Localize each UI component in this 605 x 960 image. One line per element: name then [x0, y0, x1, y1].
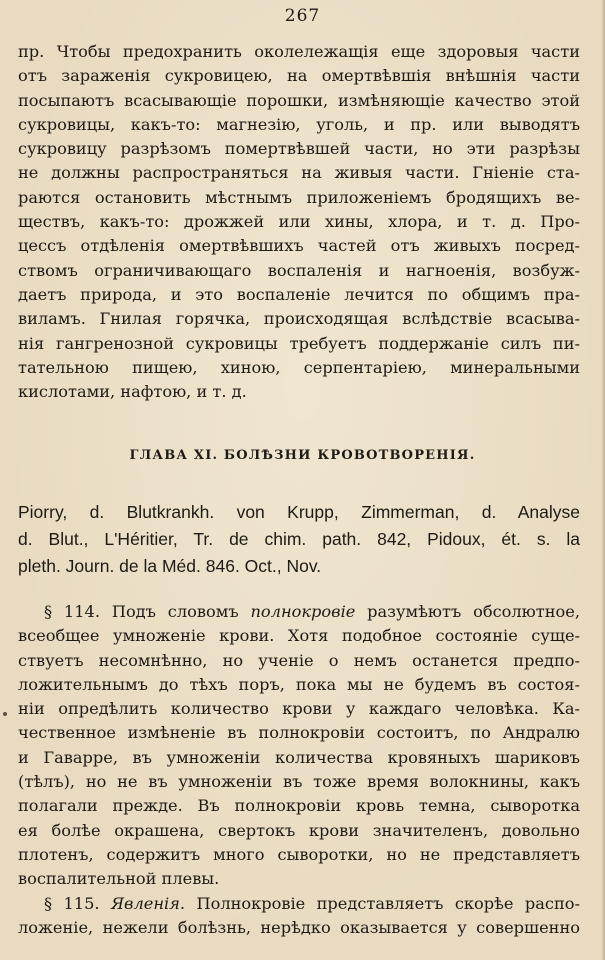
section-115 [18, 892, 580, 941]
text-run: . Полнокровіе представляетъ скорѣе распо- [179, 894, 580, 913]
text-line: кислотами, нафтою, и т. д. [18, 382, 247, 402]
text-line: раются остановить мѣстнымъ приложеніемъ бродящихъ ве- [18, 187, 580, 207]
text-line: и Гаварре, въ умноженіи количества кровяныхъ шариковъ [18, 747, 580, 767]
section-114-first-line [18, 600, 580, 624]
text-line: ложительнымъ до тѣхъ поръ, пока мы не будемъ въ состоя- [18, 674, 580, 694]
text-line: ніи опредѣлить количество крови у каждаго человѣка. Ка- [18, 699, 580, 719]
text-line: сукровицы, какъ-то: магнезію, уголь, и пр. или выводятъ [18, 114, 580, 134]
text-line: тательною пищею, хиною, серпентаріею, минеральными [18, 357, 580, 377]
text-run: § 114. Подъ словомъ [44, 602, 251, 621]
text-line: чественное измѣненіе въ полнокровіи состоитъ, по Андралю [18, 723, 580, 743]
text-line: не должны распространяться на живыя части. Гніеніе ста- [18, 163, 580, 183]
text-line: всеобщее умноженіе крови. Хотя подобное состояніе суще- [18, 626, 580, 646]
text-line: ществъ, какъ-то: дрожжей или хины, хлора, и т. д. Про- [18, 212, 580, 232]
text-line: плотенъ, содержитъ много сыворотки, но не представляетъ [18, 844, 580, 864]
margin-mark [3, 712, 7, 716]
text-line: отъ зараженія сукровицею, на омертвѣвшія внѣшнія части [18, 66, 580, 86]
text-line: ствомъ ограничивающаго воспаленія и нагноенія, возбуж- [18, 260, 580, 280]
reference-line: Piorry, d. Blutkrankh. von Krupp, Zimmerman, d. Analyse [18, 502, 580, 522]
text-line: ея болѣе окрашена, свертокъ крови значителенъ, довольно [18, 820, 580, 840]
text-line: сукровицу разрѣзомъ помертвѣвшей части, но эти разрѣзы [18, 139, 580, 159]
text-line: виламъ. Гнилая горячка, происходящая вслѣдствіе всасыва- [18, 309, 580, 329]
section-115-first-line [18, 892, 580, 916]
text-line: (тѣлъ), но не въ умноженіи въ тоже время волокнины, какъ [18, 772, 580, 792]
text-run: разумѣютъ обсолютное, [355, 602, 580, 621]
text-line: пр. Чтобы предохранить околележащія еще здоровыя части [18, 42, 580, 61]
reference-line: d. Blut., L'Héritier, Tr. de chim. path. 842, Pidoux, ét. s. la [18, 529, 580, 549]
italic-term: полнокровіе [250, 602, 356, 621]
text-run: § 115. [44, 894, 111, 913]
bibliography-references [18, 499, 580, 580]
text-line: посыпаютъ всасывающіе порошки, измѣняющіе качество этой [18, 90, 580, 110]
text-line: воспалительной плевы. [18, 869, 220, 889]
reference-line: pleth. Journ. de la Méd. 846. Oct., Nov. [18, 556, 322, 576]
italic-term: Явленія [110, 894, 180, 913]
section-114 [18, 600, 580, 892]
text-line: даетъ природа, и это воспаленіе лечится по общимъ пра- [18, 284, 580, 304]
text-line: нія гангренозной сукровицы требуетъ поддержаніе силъ пи- [18, 333, 580, 353]
page-number: 267 [284, 6, 321, 26]
text-line: ствуетъ несомнѣнно, но ученіе о немъ останется предпо- [18, 650, 580, 670]
text-line: ложеніе, нежели болѣзнь, нерѣдко оказывается у совершенно [18, 918, 580, 938]
page-edge [601, 0, 605, 960]
paragraph-gangrene-treatment [18, 40, 580, 404]
text-line: полагали прежде. Въ полнокровіи кровь темна, сыворотка [18, 796, 580, 816]
chapter-heading: ГЛАВА XI. БОЛѢЗНИ КРОВОТВОРЕНІЯ. [129, 448, 476, 463]
text-line: цессъ отдѣленія омертвѣвшихъ частей отъ живыхъ посред- [18, 236, 580, 256]
